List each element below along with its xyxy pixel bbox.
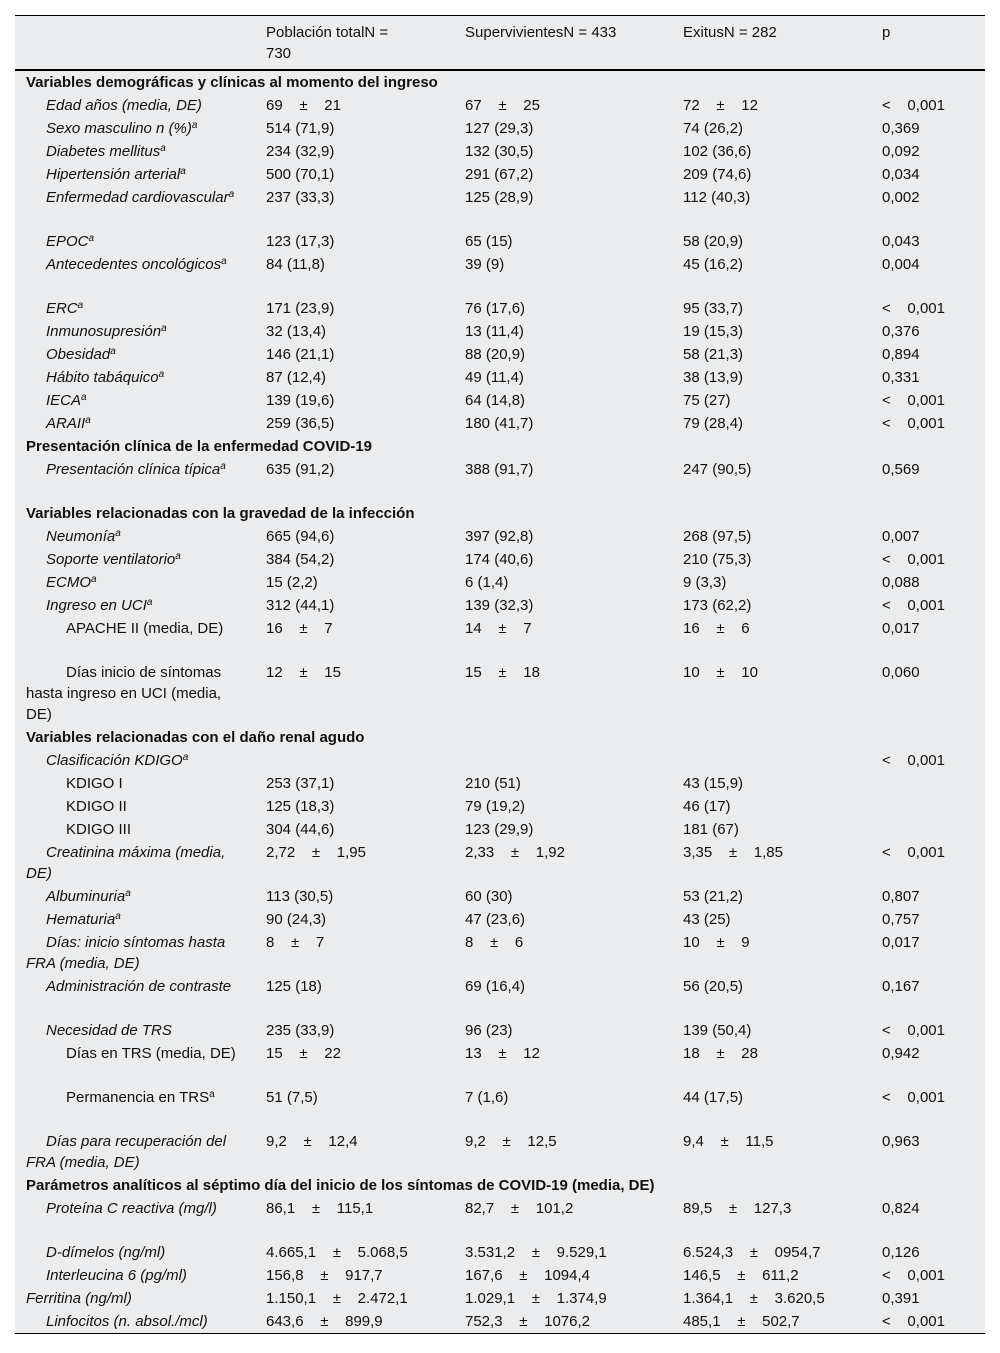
row-label: Creatinina máxima (media, DE) xyxy=(26,844,226,882)
cell-value: 3,35 ± 1,85 xyxy=(683,844,783,861)
table-row xyxy=(15,366,985,389)
cell-value: 18 ± 28 xyxy=(683,1045,758,1062)
table-row xyxy=(15,1241,985,1264)
cell-value: 6.524,3 ± 0954,7 xyxy=(683,1244,821,1261)
cell-value: 209 (74,6) xyxy=(683,166,752,183)
cell-value: 112 (40,3) xyxy=(683,189,751,206)
cell-value: 234 (32,9) xyxy=(266,143,335,160)
cell-value: 312 (44,1) xyxy=(266,597,335,614)
table-row xyxy=(15,1086,985,1130)
row-label: Días inicio de síntomas hasta ingreso en UCI (media, DE) xyxy=(26,664,222,723)
section-title: Presentación clínica de la enfermedad COVID-19 xyxy=(26,438,372,455)
section-title: Variables relacionadas con el daño renal agudo xyxy=(26,729,365,746)
cell-value: 56 (20,5) xyxy=(683,978,744,995)
cell-value: 13 (11,4) xyxy=(465,323,524,340)
cell-value: 32 (13,4) xyxy=(266,323,327,340)
cell-value: 2,72 ± 1,95 xyxy=(266,844,366,861)
table-row xyxy=(15,908,985,931)
cell-p-value: 0,034 xyxy=(882,166,920,183)
cell-value: 84 (11,8) xyxy=(266,256,325,273)
row-label: Ferritina (ng/ml) xyxy=(26,1290,132,1307)
table-row xyxy=(15,297,985,320)
cell-value: 146,5 ± 611,2 xyxy=(683,1267,799,1284)
row-label: Hipertensión arterial$^a$ xyxy=(46,166,186,183)
row-label: Días para recuperación del FRA (media, DE) xyxy=(26,1133,227,1171)
table-row xyxy=(15,320,985,343)
table-row xyxy=(15,931,985,975)
row-label: Obesidad$^a$ xyxy=(46,346,116,363)
cell-p-value: 0,043 xyxy=(882,233,920,250)
table-row xyxy=(15,458,985,502)
cell-p-value: < 0,001 xyxy=(882,1313,945,1330)
cell-value: 58 (20,9) xyxy=(683,233,744,250)
cell-value: 60 (30) xyxy=(465,888,513,905)
cell-value: 49 (11,4) xyxy=(465,369,524,386)
footnote-marker: a xyxy=(125,888,131,899)
footnote-marker: a xyxy=(115,528,121,539)
cell-p-value: 0,757 xyxy=(882,911,920,928)
table-body xyxy=(15,71,985,1334)
cell-p-value: < 0,001 xyxy=(882,415,945,432)
footnote-marker: a xyxy=(110,346,116,357)
footnote-marker: a xyxy=(115,911,121,922)
cell-p-value: 0,017 xyxy=(882,620,920,637)
cell-value: 174 (40,6) xyxy=(465,551,534,568)
cell-value: 397 (92,8) xyxy=(465,528,534,545)
footnote-marker: a xyxy=(175,551,181,562)
cell-p-value: 0,060 xyxy=(882,664,920,681)
cell-value: 123 (29,9) xyxy=(465,821,534,838)
cell-value: 38 (13,9) xyxy=(683,369,744,386)
cell-value: 9,4 ± 11,5 xyxy=(683,1133,774,1150)
cell-value: 9,2 ± 12,4 xyxy=(266,1133,358,1150)
footnote-marker: a xyxy=(91,574,97,585)
footnote-marker: a xyxy=(146,597,153,608)
table-row xyxy=(15,163,985,186)
section-header-row xyxy=(15,435,985,458)
footnote-marker: a xyxy=(160,143,166,154)
cell-p-value: 0,331 xyxy=(882,369,920,386)
cell-value: 89,5 ± 127,3 xyxy=(683,1200,792,1217)
table-row xyxy=(15,1042,985,1086)
cell-value: 156,8 ± 917,7 xyxy=(266,1267,383,1284)
cell-value: 1.364,1 ± 3.620,5 xyxy=(683,1290,825,1307)
cell-p-value: 0,017 xyxy=(882,934,920,951)
row-label: Días en TRS (media, DE) xyxy=(66,1045,236,1062)
cell-value: 247 (90,5) xyxy=(683,461,752,478)
footnote-marker: a xyxy=(88,233,95,244)
row-label: D-dímelos (ng/ml) xyxy=(46,1244,166,1261)
cell-value: 51 (7,5) xyxy=(266,1089,318,1106)
row-label: Administración de contraste xyxy=(46,978,232,995)
table-row xyxy=(15,1310,985,1333)
cell-value: 181 (67) xyxy=(683,821,739,838)
section-title: Parámetros analíticos al séptimo día del inicio de los síntomas de COVID-19 (media, DE) xyxy=(26,1177,655,1194)
cell-value: 15 ± 22 xyxy=(266,1045,341,1062)
table-row xyxy=(15,1019,985,1042)
section-title: Variables relacionadas con la gravedad de la infección xyxy=(26,505,415,522)
cell-p-value: 0,088 xyxy=(882,574,920,591)
header-exitus: ExitusN = 282 xyxy=(683,24,777,41)
cell-value: 146 (21,1) xyxy=(266,346,335,363)
table-row xyxy=(15,1197,985,1241)
cell-p-value: < 0,001 xyxy=(882,551,945,568)
table-row xyxy=(15,343,985,366)
cell-p-value: 0,894 xyxy=(882,346,920,363)
cell-p-value: 0,824 xyxy=(882,1200,920,1217)
cell-value: 485,1 ± 502,7 xyxy=(683,1313,800,1330)
row-label: Necesidad de TRS xyxy=(46,1022,172,1039)
cell-value: 16 ± 6 xyxy=(683,620,750,637)
cell-p-value: 0,004 xyxy=(882,256,920,273)
row-label: Hematuria$^a$ xyxy=(46,911,121,928)
table-row xyxy=(15,230,985,253)
cell-value: 58 (21,3) xyxy=(683,346,744,363)
cell-value: 304 (44,6) xyxy=(266,821,335,838)
cell-value: 74 (26,2) xyxy=(683,120,744,137)
row-label: Antecedentes oncológicos$^a$ xyxy=(46,256,227,273)
cell-p-value: 0,126 xyxy=(882,1244,920,1261)
table-header xyxy=(15,16,985,71)
footnote-marker: a xyxy=(209,1089,215,1100)
cell-value: 8 ± 7 xyxy=(266,934,325,951)
table-row xyxy=(15,1287,985,1310)
cell-p-value: < 0,001 xyxy=(882,597,945,614)
cell-value: 79 (28,4) xyxy=(683,415,744,432)
cell-value: 39 (9) xyxy=(465,256,505,273)
footnote-marker: a xyxy=(182,752,189,763)
header-supervivientes: SupervivientesN = 433 xyxy=(465,24,617,41)
cell-value: 139 (32,3) xyxy=(465,597,534,614)
cell-value: 15 ± 18 xyxy=(465,664,540,681)
cell-value: 43 (15,9) xyxy=(683,775,744,792)
section-title: Variables demográficas y clínicas al momento del ingreso xyxy=(26,74,438,91)
cell-value: 113 (30,5) xyxy=(266,888,334,905)
cell-value: 69 (16,4) xyxy=(465,978,526,995)
cell-value: 259 (36,5) xyxy=(266,415,335,432)
row-label: Días: inicio síntomas hasta FRA (media, DE) xyxy=(26,934,226,972)
cell-p-value: 0,391 xyxy=(882,1290,920,1307)
row-label: Permanencia en TRS$^a$ xyxy=(66,1089,215,1106)
cell-value: 7 (1,6) xyxy=(465,1089,509,1106)
cell-value: 43 (25) xyxy=(683,911,731,928)
table-row xyxy=(15,975,985,1019)
cell-value: 102 (36,6) xyxy=(683,143,752,160)
cell-value: 67 ± 25 xyxy=(465,97,540,114)
cell-value: 665 (94,6) xyxy=(266,528,335,545)
data-table xyxy=(15,15,985,1334)
section-header-row xyxy=(15,1174,985,1197)
cell-value: 87 (12,4) xyxy=(266,369,327,386)
cell-p-value: 0,376 xyxy=(882,323,920,340)
cell-value: 643,6 ± 899,9 xyxy=(266,1313,383,1330)
cell-p-value: < 0,001 xyxy=(882,392,945,409)
row-label: Interleucina 6 (pg/ml) xyxy=(46,1267,187,1284)
cell-value: 253 (37,1) xyxy=(266,775,335,792)
cell-value: 13 ± 12 xyxy=(465,1045,540,1062)
cell-value: 6 (1,4) xyxy=(465,574,509,591)
cell-value: 69 ± 21 xyxy=(266,97,341,114)
footnote-marker: a xyxy=(220,461,226,472)
cell-p-value: < 0,001 xyxy=(882,1022,945,1039)
cell-value: 53 (21,2) xyxy=(683,888,744,905)
cell-p-value: 0,369 xyxy=(882,120,920,137)
row-label: Presentación clínica típica$^a$ xyxy=(46,461,226,478)
table-row xyxy=(15,885,985,908)
table-row xyxy=(15,749,985,772)
cell-value: 9,2 ± 12,5 xyxy=(465,1133,557,1150)
footnote-marker: a xyxy=(180,166,186,177)
cell-value: 15 (2,2) xyxy=(266,574,318,591)
row-label: KDIGO III xyxy=(66,821,132,838)
cell-value: 3.531,2 ± 9.529,1 xyxy=(465,1244,607,1261)
cell-value: 268 (97,5) xyxy=(683,528,752,545)
table-row xyxy=(15,117,985,140)
row-label: ARAII$^a$ xyxy=(46,415,91,432)
row-label: Soporte ventilatorio$^a$ xyxy=(46,551,181,568)
footnote-marker: a xyxy=(81,392,87,403)
cell-value: 75 (27) xyxy=(683,392,731,409)
cell-value: 1.029,1 ± 1.374,9 xyxy=(465,1290,607,1307)
table-row xyxy=(15,795,985,818)
cell-value: 82,7 ± 101,2 xyxy=(465,1200,574,1217)
cell-value: 10 ± 10 xyxy=(683,664,758,681)
row-label: Sexo masculino n (%)$^a$ xyxy=(46,120,198,137)
cell-value: 19 (15,3) xyxy=(683,323,744,340)
cell-value: 210 (51) xyxy=(465,775,521,792)
table-row xyxy=(15,140,985,163)
table-row xyxy=(15,525,985,548)
row-label: Neumonía$^a$ xyxy=(46,528,121,545)
table-row xyxy=(15,571,985,594)
cell-p-value: 0,167 xyxy=(882,978,920,995)
cell-value: 12 ± 15 xyxy=(266,664,341,681)
cell-value: 10 ± 9 xyxy=(683,934,750,951)
cell-value: 173 (62,2) xyxy=(683,597,752,614)
cell-value: 46 (17) xyxy=(683,798,731,815)
cell-p-value: 0,942 xyxy=(882,1045,920,1062)
row-label: Ingreso en UCI$^a$ xyxy=(46,597,153,614)
header-poblacion-total: Población totalN = 730 xyxy=(266,24,389,62)
cell-value: 210 (75,3) xyxy=(683,551,752,568)
cell-value: 88 (20,9) xyxy=(465,346,526,363)
cell-value: 384 (54,2) xyxy=(266,551,335,568)
cell-value: 8 ± 6 xyxy=(465,934,524,951)
cell-value: 500 (70,1) xyxy=(266,166,335,183)
row-label: Clasificación KDIGO$^a$ xyxy=(46,752,189,769)
row-label: Linfocitos (n. absol./mcl) xyxy=(46,1313,208,1330)
footnote-marker: a xyxy=(77,300,84,311)
cell-value: 752,3 ± 1076,2 xyxy=(465,1313,590,1330)
cell-value: 180 (41,7) xyxy=(465,415,534,432)
cell-value: 14 ± 7 xyxy=(465,620,532,637)
table-row xyxy=(15,94,985,117)
cell-value: 514 (71,9) xyxy=(266,120,335,137)
cell-value: 76 (17,6) xyxy=(465,300,526,317)
footnote-marker: a xyxy=(158,369,165,380)
table-row xyxy=(15,253,985,297)
row-label: ECMO$^a$ xyxy=(46,574,97,591)
table-row xyxy=(15,818,985,841)
cell-value: 171 (23,9) xyxy=(266,300,335,317)
cell-value: 237 (33,3) xyxy=(266,189,335,206)
cell-value: 2,33 ± 1,92 xyxy=(465,844,565,861)
cell-p-value: < 0,001 xyxy=(882,752,945,769)
row-label: Inmunosupresión$^a$ xyxy=(46,323,167,340)
row-label: IECA$^a$ xyxy=(46,392,87,409)
cell-value: 47 (23,6) xyxy=(465,911,526,928)
cell-p-value: < 0,001 xyxy=(882,300,945,317)
table-row xyxy=(15,548,985,571)
section-header-row xyxy=(15,726,985,749)
cell-p-value: 0,963 xyxy=(882,1133,920,1150)
table-row xyxy=(15,1130,985,1174)
cell-p-value: 0,092 xyxy=(882,143,920,160)
cell-p-value: < 0,001 xyxy=(882,1089,945,1106)
cell-value: 64 (14,8) xyxy=(465,392,526,409)
cell-value: 235 (33,9) xyxy=(266,1022,335,1039)
cell-p-value: < 0,001 xyxy=(882,844,945,861)
cell-value: 86,1 ± 115,1 xyxy=(266,1200,374,1217)
header-p-value: p xyxy=(882,24,891,41)
cell-value: 132 (30,5) xyxy=(465,143,534,160)
cell-value: 125 (18,3) xyxy=(266,798,335,815)
footnote-marker: a xyxy=(228,189,235,200)
row-label: Diabetes mellitus$^a$ xyxy=(46,143,166,160)
table-row xyxy=(15,617,985,661)
table-row xyxy=(15,1264,985,1287)
table-row xyxy=(15,661,985,726)
cell-value: 635 (91,2) xyxy=(266,461,335,478)
row-label: EPOC$^a$ xyxy=(46,233,95,250)
row-label: Enfermedad cardiovascular$^a$ xyxy=(46,189,235,206)
footnote-marker: a xyxy=(221,256,227,267)
cell-value: 123 (17,3) xyxy=(266,233,335,250)
cell-value: 388 (91,7) xyxy=(465,461,534,478)
cell-p-value: < 0,001 xyxy=(882,1267,945,1284)
cell-p-value: 0,569 xyxy=(882,461,920,478)
cell-value: 291 (67,2) xyxy=(465,166,534,183)
row-label: APACHE II (media, DE) xyxy=(66,620,224,637)
section-header-row xyxy=(15,71,985,94)
cell-value: 127 (29,3) xyxy=(465,120,534,137)
table-row xyxy=(15,412,985,435)
footnote-marker: a xyxy=(161,323,167,334)
cell-p-value: 0,007 xyxy=(882,528,920,545)
cell-p-value: 0,807 xyxy=(882,888,920,905)
footnote-marker: a xyxy=(191,120,198,131)
row-label: Albuminuria$^a$ xyxy=(46,888,131,905)
cell-value: 90 (24,3) xyxy=(266,911,327,928)
table-row xyxy=(15,841,985,885)
cell-p-value: 0,002 xyxy=(882,189,920,206)
row-label: ERC$^a$ xyxy=(46,300,84,317)
cell-value: 139 (19,6) xyxy=(266,392,335,409)
row-label: KDIGO II xyxy=(66,798,127,815)
cell-p-value: < 0,001 xyxy=(882,97,945,114)
table-row xyxy=(15,389,985,412)
row-label: Proteína C reactiva (mg/l) xyxy=(46,1200,217,1217)
footnote-marker: a xyxy=(85,415,91,426)
table-row xyxy=(15,594,985,617)
cell-value: 95 (33,7) xyxy=(683,300,744,317)
cell-value: 125 (28,9) xyxy=(465,189,534,206)
row-label: Edad años (media, DE) xyxy=(46,97,202,114)
cell-value: 65 (15) xyxy=(465,233,513,250)
cell-value: 167,6 ± 1094,4 xyxy=(465,1267,590,1284)
table-row xyxy=(15,772,985,795)
cell-value: 44 (17,5) xyxy=(683,1089,744,1106)
table-row xyxy=(15,186,985,230)
cell-value: 45 (16,2) xyxy=(683,256,744,273)
cell-value: 1.150,1 ± 2.472,1 xyxy=(266,1290,408,1307)
cell-value: 96 (23) xyxy=(465,1022,513,1039)
cell-value: 4.665,1 ± 5.068,5 xyxy=(266,1244,408,1261)
cell-value: 125 (18) xyxy=(266,978,322,995)
cell-value: 9 (3,3) xyxy=(683,574,727,591)
cell-value: 79 (19,2) xyxy=(465,798,526,815)
row-label: Hábito tabáquico$^a$ xyxy=(46,369,165,386)
cell-value: 16 ± 7 xyxy=(266,620,333,637)
section-header-row xyxy=(15,502,985,525)
row-label: KDIGO I xyxy=(66,775,123,792)
cell-value: 139 (50,4) xyxy=(683,1022,752,1039)
cell-value: 72 ± 12 xyxy=(683,97,758,114)
